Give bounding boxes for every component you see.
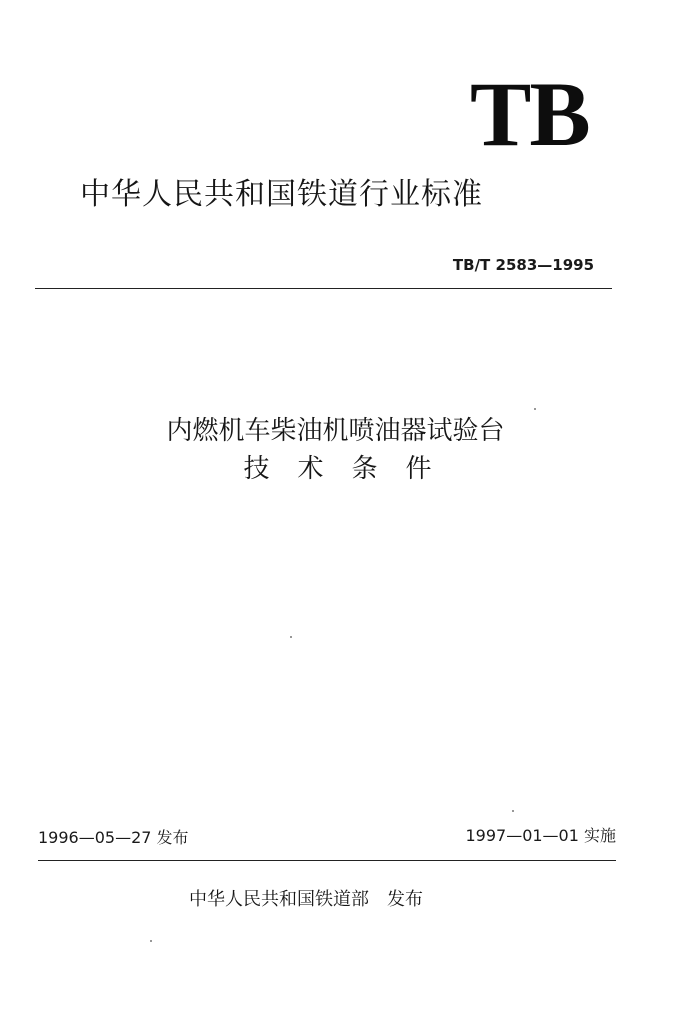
publisher-name: 中华人民共和国铁道部 xyxy=(189,889,369,910)
issue-date: 1996—05—27 发布 xyxy=(38,828,189,847)
standard-number: TB/T 2583—1995 xyxy=(452,256,594,274)
scan-speck xyxy=(512,810,514,812)
bottom-divider xyxy=(38,860,616,861)
scan-speck xyxy=(150,940,152,942)
document-title xyxy=(0,412,691,488)
scan-speck xyxy=(290,636,292,638)
standard-category-title: 中华人民共和国铁道行业标准 xyxy=(80,177,483,212)
publisher-label: 发布 xyxy=(387,889,423,910)
top-divider xyxy=(35,288,612,289)
document-title-line-1: 内燃机车柴油机喷油器试验台 xyxy=(166,416,505,446)
publisher-line xyxy=(189,888,423,912)
document-title-line-2: 技术条件 xyxy=(243,454,460,484)
tb-logo: TB xyxy=(470,63,589,165)
effective-date: 1997—01—01 实施 xyxy=(465,826,616,845)
scan-speck xyxy=(534,408,536,410)
